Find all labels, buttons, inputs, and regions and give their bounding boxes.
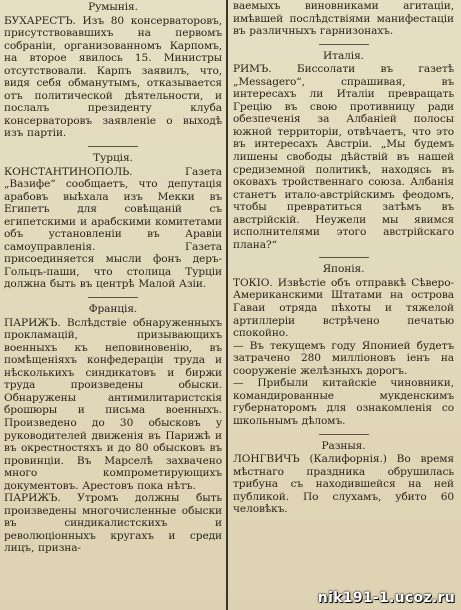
article-paris-2: ПАРИЖЪ. Утромъ должны быть произведены многочисленные обыски въ синдикалистскихъ и революціонныхъ кругахъ и среди лицъ, призна- xyxy=(4,492,222,555)
section-heading-turkey: Турція. xyxy=(93,152,133,165)
article-bucharest: БУХАРЕСТЪ. Изъ 80 консерваторовъ, присутствовавшихъ на первомъ собраніи, организованномъ Карпомъ, на второе явилось 15. Министры отсутствовали. Карпъ заявилъ, что, видя себя обманутымъ, отказывается отъ политической дѣятельности, и послалъ президенту клуба консерваторовъ заявленіе о выходѣ изъ партіи. xyxy=(4,14,222,140)
section-heading-italy: Италія. xyxy=(323,49,364,62)
article-constantinople: КОНСТАНТИНОПОЛЬ. Газета „Вазифе“ сообщаетъ, что депутація арабовъ выѣхала изъ Мекки въ Египетъ для совѣщаній съ египетскими и арабскими комитетами объ установленіи въ Аравіи самоуправленія. Газета присоединяется мысли фонъ деръ-Гольцъ-паши, что столица Турціи должна быть въ центрѣ Малой Азіи. xyxy=(4,165,222,291)
article-long-beach: ЛОНГВИЧЪ (Калифорнія.) Во время мѣстнаго праздника обрушилась трибуна съ находившейся на ней публикой. По слухамъ, убито 60 человѣкъ. xyxy=(233,453,454,516)
left-column xyxy=(4,0,222,610)
section-heading-japan: Японія. xyxy=(322,263,365,276)
right-column xyxy=(233,0,454,610)
site-watermark: nik191-1.ucoz.ru xyxy=(317,590,455,606)
article-tokyo: ТОКІО. Извѣстіе объ отправкѣ Сѣверо-Американскими Штатами на острова Гаваи отряда пѣхоты и тяжелой артиллеріи встрѣчено печатью спокойно. xyxy=(233,276,454,340)
article-japan-officials: — Прибыли китайскіе чиновники, командированные мукденскимъ губернаторомъ для ознакомленія со школьнымъ дѣломъ. xyxy=(233,377,454,427)
section-heading-misc: Разныя. xyxy=(321,439,366,452)
section-divider xyxy=(88,297,138,298)
section-divider xyxy=(319,257,369,258)
article-japan-railways: — Въ текущемъ году Японией будетъ затрачено 280 милліоновъ іенъ на сооруженіе желѣзныхъ дорогъ. xyxy=(233,339,454,377)
article-paris-1: ПАРИЖЪ. Вслѣдствіе обнаруженныхъ прокламацій, призывающихъ военныхъ къ неповиновенію, въ помѣщеніяхъ конфедераціи труда и нѣсколькихъ синдикатовъ и биржи труда произведены обыски. Обнаружены антимилитаристскія брошюры и письма военныхъ. Произведено до 30 обысковъ у руководителей движенія въ Парижѣ и въ окрестностяхъ и до 80 обысковъ въ провинціи. Въ Марселѣ захвачено много компрометирующихъ документовъ. Арестовъ пока нѣтъ. xyxy=(4,316,222,492)
section-divider xyxy=(319,434,369,435)
article-paris-continuation: ваемыхъ виновниками агитаціи, имѣвшей послѣдствіями манифестаціи въ различныхъ гарнизонахъ. xyxy=(233,0,454,38)
section-heading-romania: Румынія. xyxy=(88,1,138,13)
section-divider xyxy=(88,146,138,147)
section-divider xyxy=(319,44,369,45)
column-divider xyxy=(226,0,228,610)
article-rome: РИМЪ. Биссолати въ газетѣ „Messagero“, спрашивая, въ интересахъ ли Италіи превращать Грецію въ свою противницу ради обезпеченія за Албаніей полосы южной территоріи, отвѣчаетъ, что это въ интересахъ Австріи. „Мы будемъ лишены свободы дѣйствій въ нашей средиземной политикѣ, находясь въ оковахъ тройственнаго союза. Албанія станетъ итало-австрійскимъ феодомъ, чтобы превратиться затѣмъ въ австрійскій. Неужели мы явимся исполнителями этого австрійскаго плана?“ xyxy=(233,63,454,251)
section-heading-france: Франція. xyxy=(88,303,138,316)
